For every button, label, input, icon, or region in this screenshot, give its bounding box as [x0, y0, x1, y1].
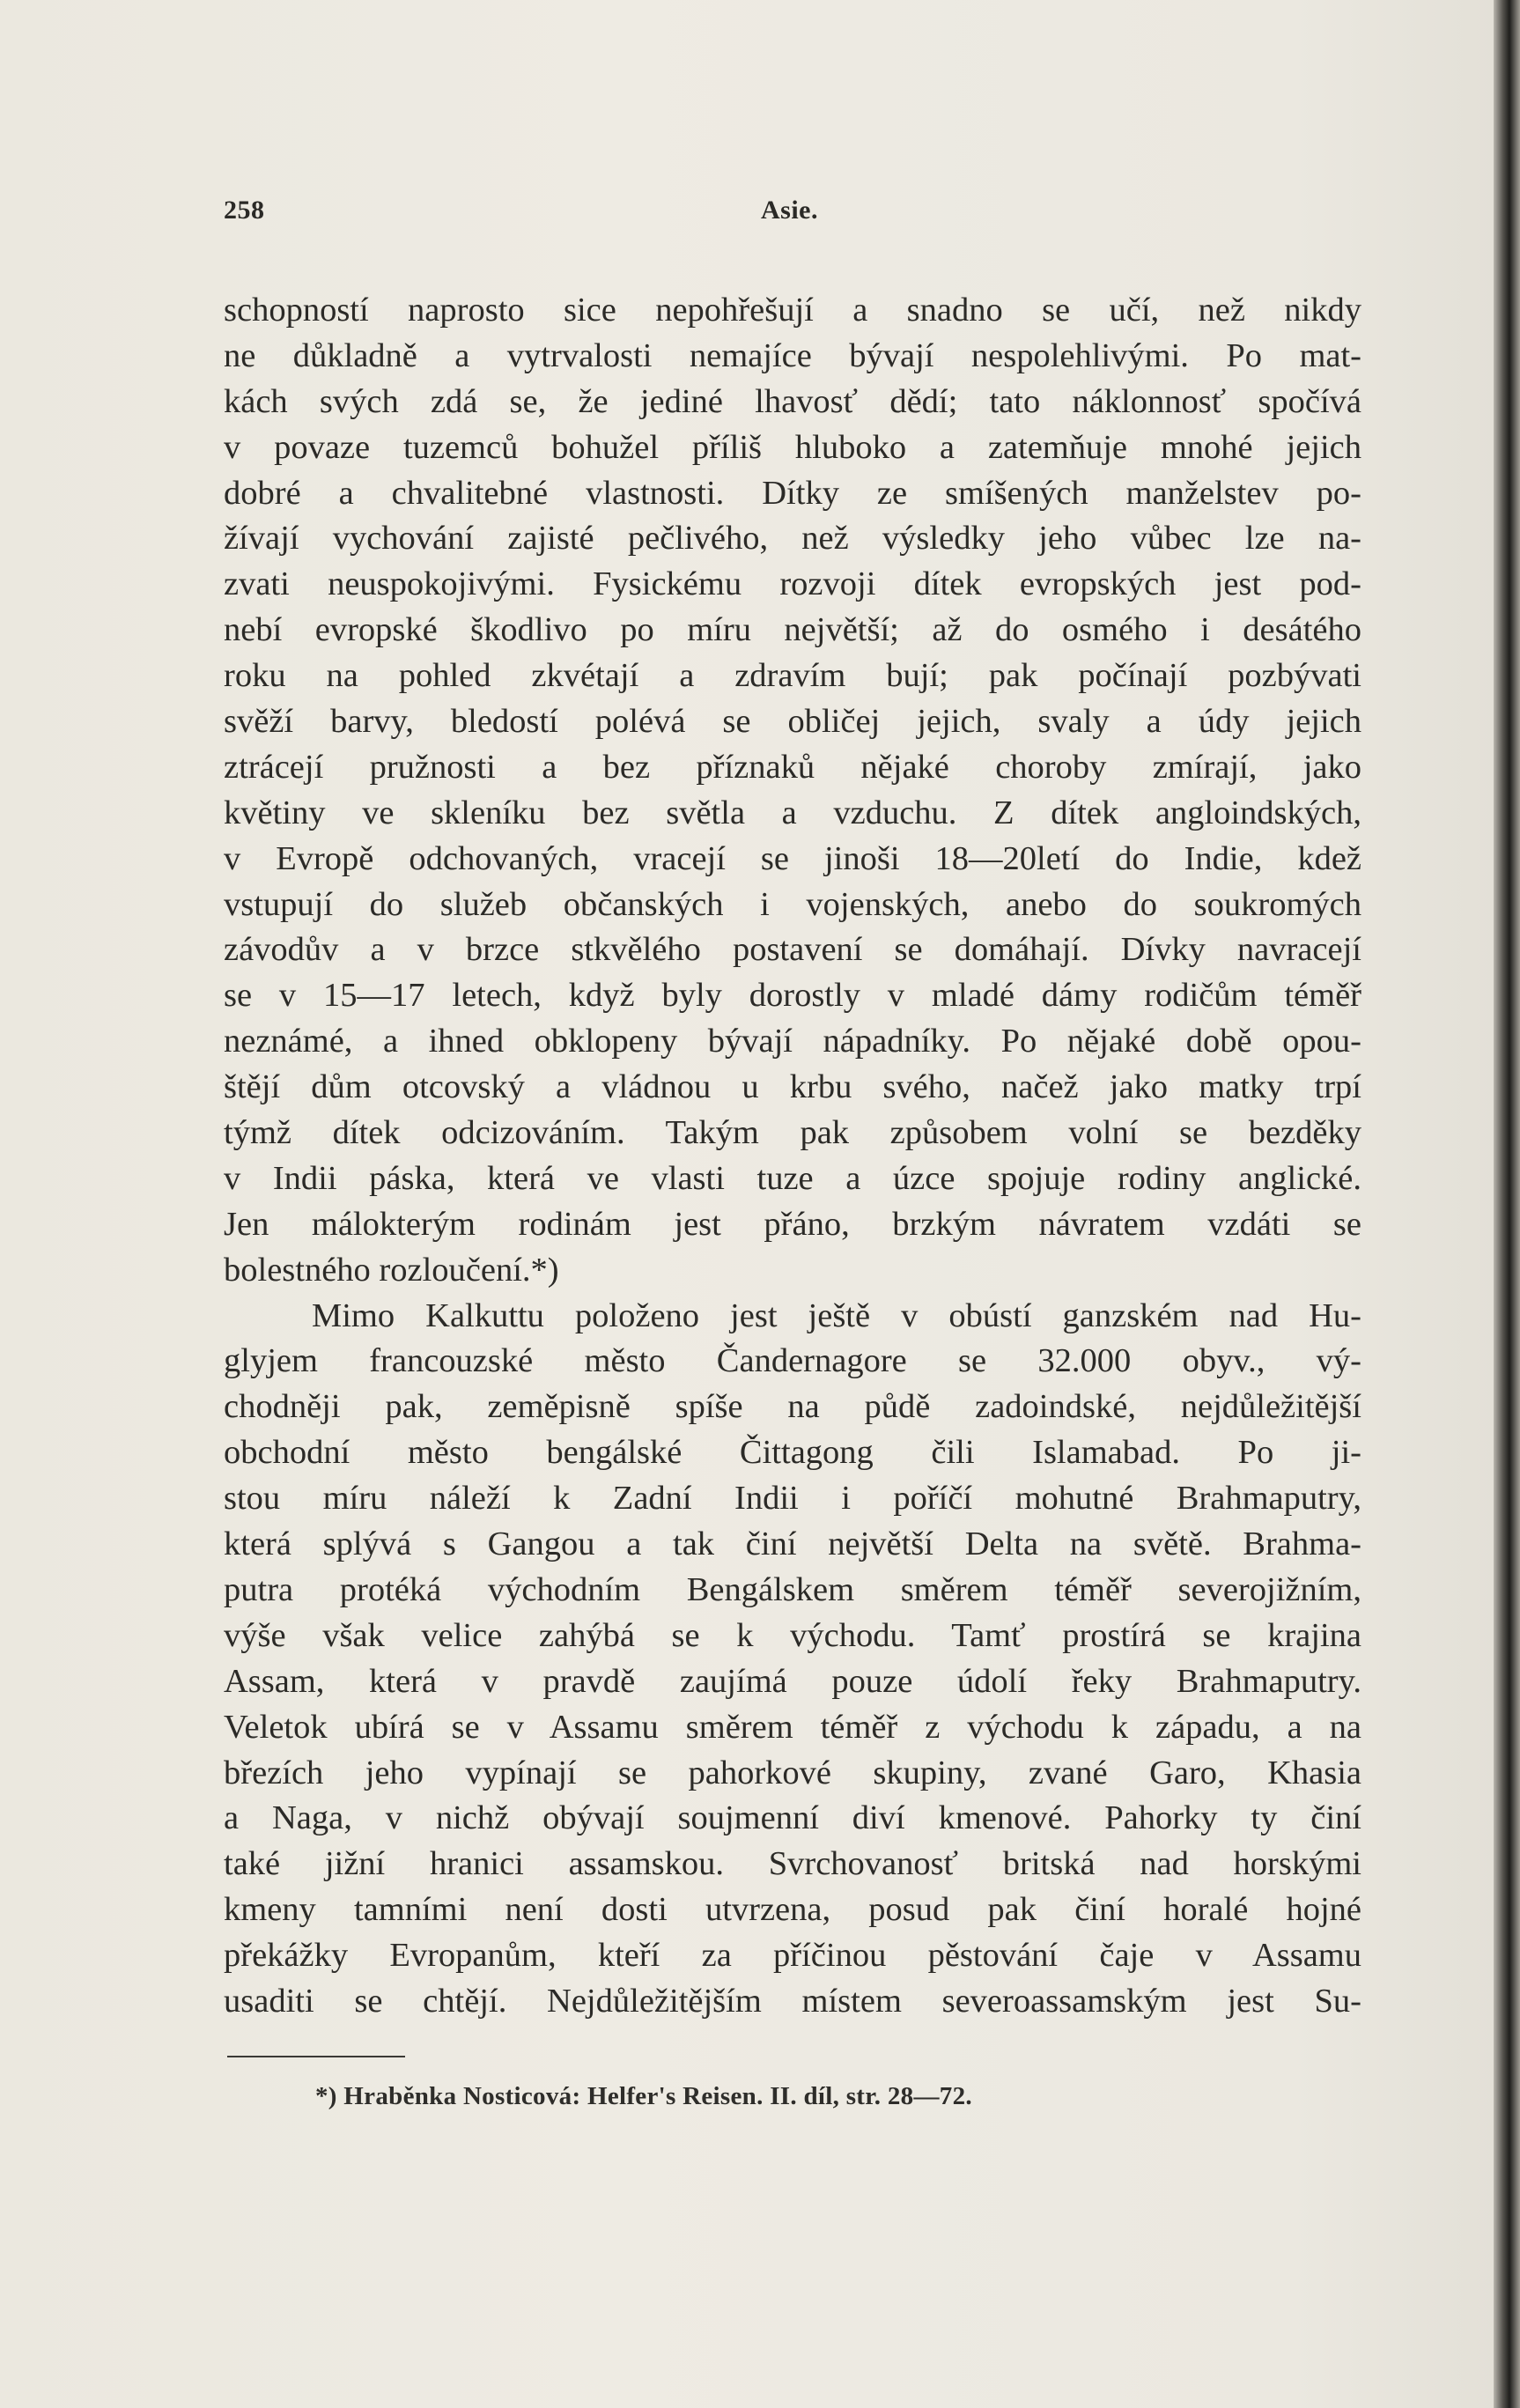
- page-header: [224, 196, 828, 234]
- text-line: závodův a v brzce stkvělého postavení se domáhají. Dívky navracejí: [224, 931, 1361, 969]
- text-line: kách svých zdá se, že jediné lhavosť dědí; tato náklonnosť spočívá: [224, 382, 1361, 420]
- text-line: překážky Evropanům, kteří za příčinou pěstování čaje v Assamu: [224, 1937, 1361, 1975]
- text-line: putra protéká východním Bengálskem směrem téměř severojižním,: [224, 1570, 1361, 1608]
- text-line: Jen málokterým rodinám jest přáno, brzkým návratem vzdáti se: [224, 1205, 1361, 1243]
- text-line: schopností naprosto sice nepohřešují a snadno se učí, než nikdy: [224, 292, 1361, 329]
- page-number: 258: [224, 196, 265, 225]
- book-spine-shadow: [1494, 0, 1520, 2408]
- footnote-divider: [227, 2056, 405, 2057]
- text-line: svěží barvy, bledostí polévá se obličej jejich, svaly a údy jejich: [224, 703, 1361, 741]
- text-line: týmž dítek odcizováním. Takým pak způsobem volní se bezděky: [224, 1114, 1361, 1152]
- text-line: obchodní město bengálské Čittagong čili Islamabad. Po ji-: [224, 1434, 1361, 1472]
- text-line: v povaze tuzemců bohužel příliš hluboko a zatemňuje mnohé jejich: [224, 428, 1361, 466]
- text-line: březích jeho vypínají se pahorkové skupiny, zvané Garo, Khasia: [224, 1754, 1361, 1791]
- text-line: štějí dům otcovský a vládnou u krbu svého, načež jako matky trpí: [224, 1068, 1361, 1106]
- text-line: ne důkladně a vytrvalosti nemajíce bývají nespolehlivými. Po mat-: [224, 336, 1361, 374]
- text-line: Veletok ubírá se v Assamu směrem téměř z východu k západu, a na: [224, 1708, 1361, 1746]
- text-line: v Evropě odchovaných, vracejí se jinoši 18—20letí do Indie, kdež: [224, 839, 1361, 877]
- text-line: usaditi se chtějí. Nejdůležitějším místem severoassamským jest Su-: [224, 1982, 1361, 2020]
- text-line: Mimo Kalkuttu položeno jest ještě v obústí ganzském nad Hu-: [312, 1296, 1361, 1334]
- text-line: bolestného rozloučení.*): [224, 1251, 559, 1289]
- text-line: chodněji pak, zeměpisně spíše na půdě zadoindské, nejdůležitější: [224, 1388, 1361, 1426]
- text-line: žívají vychování zajisté pečlivého, než výsledky jeho vůbec lze na-: [224, 520, 1361, 558]
- text-line: Assam, která v pravdě zaujímá pouze údolí řeky Brahmaputry.: [224, 1662, 1361, 1700]
- text-line: nebí evropské škodlivo po míru největší; až do osmého i desátého: [224, 611, 1361, 649]
- body-text: [224, 288, 1361, 2025]
- text-line: a Naga, v nichž obývají soujmenní diví kmenové. Pahorky ty činí: [224, 1799, 1361, 1837]
- text-line: stou míru náleží k Zadní Indii i poříčí mohutné Brahmaputry,: [224, 1480, 1361, 1518]
- text-line: glyjem francouzské město Čandernagore se 32.000 obyv., vý-: [224, 1342, 1361, 1380]
- text-line: květiny ve skleníku bez světla a vzduchu. Z dítek angloindských,: [224, 794, 1361, 831]
- text-line: také jižní hranici assamskou. Svrchovanosť britská nad horskými: [224, 1845, 1361, 1883]
- text-line: vstupují do služeb občanských i vojenských, anebo do soukromých: [224, 885, 1361, 923]
- text-line: dobré a chvalitebné vlastnosti. Dítky ze smíšených manželstev po-: [224, 474, 1361, 512]
- footnote: *) Hraběnka Nosticová: Helfer's Reisen. II. díl, str. 28—72.: [315, 2082, 972, 2110]
- text-line: neznámé, a ihned obklopeny bývají nápadníky. Po nějaké době opou-: [224, 1023, 1361, 1060]
- text-line: kmeny tamními není dosti utvrzena, posud pak činí horalé hojné: [224, 1891, 1361, 1929]
- text-line: výše však velice zahýbá se k východu. Tamť prostírá se krajina: [224, 1616, 1361, 1654]
- running-title: Asie.: [761, 196, 818, 225]
- text-line: roku na pohled zkvétají a zdravím bují; pak počínají pozbývati: [224, 657, 1361, 695]
- text-line: se v 15—17 letech, když byly dorostly v mladé dámy rodičům téměř: [224, 977, 1361, 1015]
- text-line: ztrácejí pružnosti a bez příznaků nějaké choroby zmírají, jako: [224, 748, 1361, 786]
- text-line: v Indii páska, která ve vlasti tuze a úzce spojuje rodiny anglické.: [224, 1159, 1361, 1197]
- text-line: která splývá s Gangou a tak činí největší Delta na světě. Brahma-: [224, 1525, 1361, 1563]
- text-line: zvati neuspokojivými. Fysickému rozvoji dítek evropských jest pod-: [224, 565, 1361, 603]
